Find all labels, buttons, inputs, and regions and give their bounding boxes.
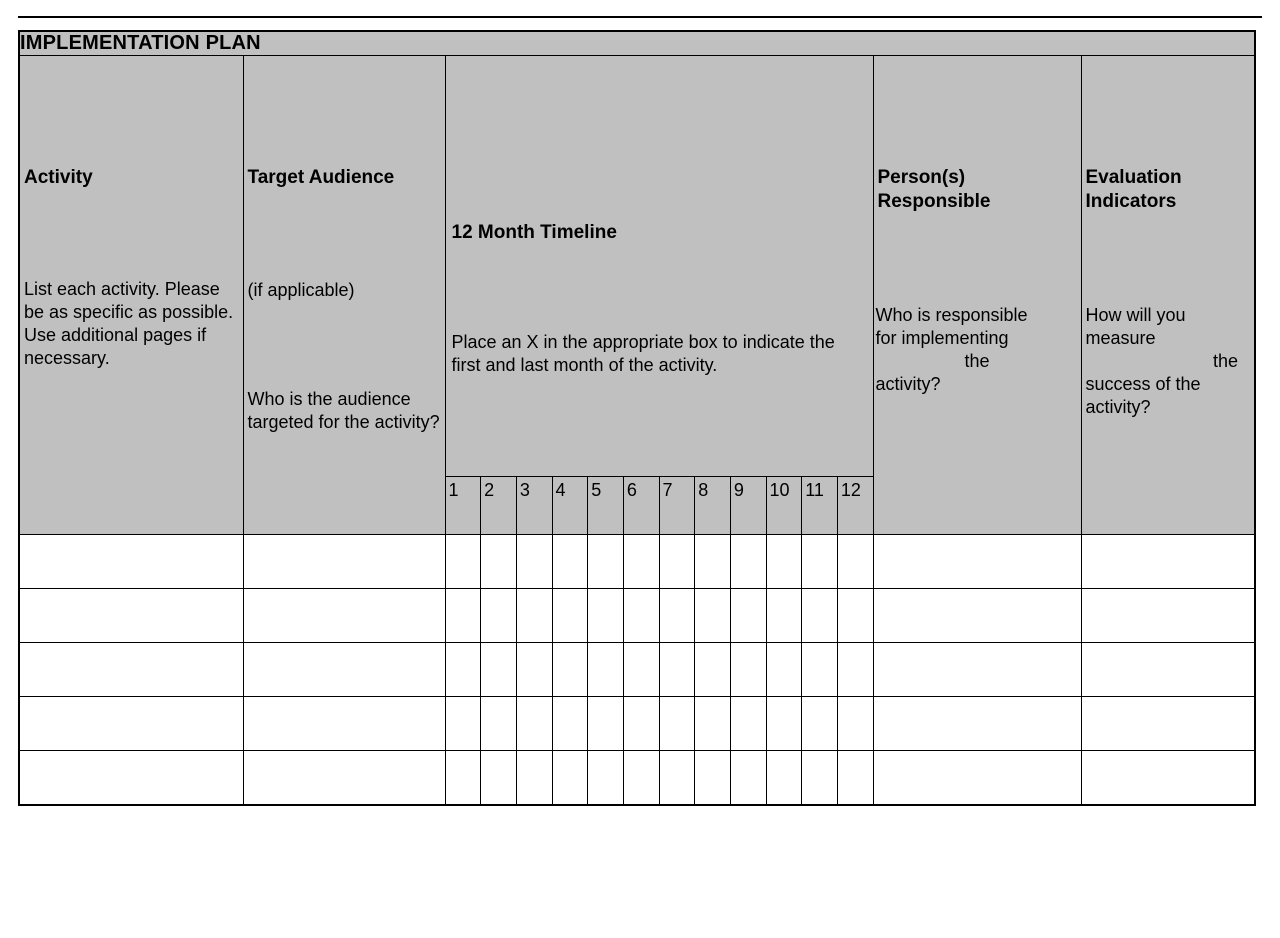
timeline-box-7[interactable] <box>659 751 695 804</box>
cell-target-audience[interactable] <box>243 697 445 751</box>
timeline-box-11[interactable] <box>801 643 837 696</box>
evaluation-indicators-desc-line2: measure <box>1085 328 1156 349</box>
column-header-evaluation-indicators <box>1081 56 1255 535</box>
timeline-box-8[interactable] <box>694 535 730 588</box>
month-header-6: 6 <box>623 476 659 534</box>
table-row <box>19 697 1255 751</box>
timeline-box-7[interactable] <box>659 535 695 588</box>
cell-target-audience[interactable] <box>243 643 445 697</box>
cell-activity[interactable] <box>19 697 243 751</box>
target-audience-heading: Target Audience <box>247 167 395 188</box>
evaluation-indicators-heading-line1: Evaluation <box>1085 167 1182 188</box>
cell-target-audience[interactable] <box>243 751 445 806</box>
timeline-box-8[interactable] <box>694 643 730 696</box>
cell-evaluation-indicators[interactable] <box>1081 535 1255 589</box>
cell-evaluation-indicators[interactable] <box>1081 697 1255 751</box>
timeline-box-9[interactable] <box>730 697 766 750</box>
person-responsible-description <box>876 304 1079 396</box>
evaluation-indicators-description <box>1086 304 1253 419</box>
month-header-12: 12 <box>837 476 873 534</box>
person-responsible-desc-line3: the <box>964 351 990 372</box>
timeline-box-10[interactable] <box>766 535 802 588</box>
timeline-box-10[interactable] <box>766 643 802 696</box>
table-row <box>19 589 1255 643</box>
timeline-box-4[interactable] <box>552 751 588 804</box>
timeline-box-2[interactable] <box>480 589 516 642</box>
timeline-box-12[interactable] <box>837 643 873 696</box>
target-audience-note: (if applicable) <box>247 280 355 300</box>
target-audience-description: Who is the audience targeted for the activity? <box>247 389 440 433</box>
timeline-box-8[interactable] <box>694 751 730 804</box>
implementation-plan-table-wrapper <box>18 30 1254 806</box>
timeline-box-1[interactable] <box>446 697 481 750</box>
timeline-box-12[interactable] <box>837 589 873 642</box>
timeline-box-4[interactable] <box>552 589 588 642</box>
timeline-box-4[interactable] <box>552 535 588 588</box>
timeline-box-11[interactable] <box>801 751 837 804</box>
month-header-9: 9 <box>730 476 766 534</box>
timeline-box-3[interactable] <box>516 589 552 642</box>
timeline-box-4[interactable] <box>552 643 588 696</box>
timeline-box-3[interactable] <box>516 697 552 750</box>
timeline-box-2[interactable] <box>480 535 516 588</box>
table-header-row <box>19 56 1255 535</box>
timeline-box-5[interactable] <box>587 589 623 642</box>
cell-activity[interactable] <box>19 643 243 697</box>
cell-target-audience[interactable] <box>243 589 445 643</box>
timeline-box-11[interactable] <box>801 589 837 642</box>
activity-heading: Activity <box>24 167 93 188</box>
table-title-row <box>19 31 1255 56</box>
timeline-box-4[interactable] <box>552 697 588 750</box>
timeline-box-1[interactable] <box>446 589 481 642</box>
person-responsible-heading <box>878 166 991 214</box>
timeline-box-7[interactable] <box>659 697 695 750</box>
cell-evaluation-indicators[interactable] <box>1081 643 1255 697</box>
column-header-timeline <box>445 56 873 535</box>
month-header-2: 2 <box>480 476 516 534</box>
cell-timeline[interactable] <box>445 697 873 751</box>
month-header-3: 3 <box>516 476 552 534</box>
cell-activity[interactable] <box>19 589 243 643</box>
cell-activity[interactable] <box>19 751 243 806</box>
timeline-box-2[interactable] <box>480 751 516 804</box>
person-responsible-desc-line2: for implementing <box>875 328 1009 349</box>
evaluation-indicators-desc-line3: the <box>1212 351 1239 372</box>
cell-person-responsible[interactable] <box>873 643 1081 697</box>
timeline-box-2[interactable] <box>480 697 516 750</box>
cell-evaluation-indicators[interactable] <box>1081 589 1255 643</box>
timeline-box-6[interactable] <box>623 535 659 588</box>
timeline-box-9[interactable] <box>730 589 766 642</box>
cell-timeline[interactable] <box>445 751 873 806</box>
timeline-box-3[interactable] <box>516 535 552 588</box>
document-title: IMPLEMENTATION PLAN <box>19 31 1255 56</box>
cell-timeline[interactable] <box>445 643 873 697</box>
month-header-8: 8 <box>694 476 730 534</box>
timeline-box-12[interactable] <box>837 697 873 750</box>
implementation-plan-table <box>18 30 1256 806</box>
timeline-box-3[interactable] <box>516 643 552 696</box>
timeline-box-6[interactable] <box>623 751 659 804</box>
cell-target-audience[interactable] <box>243 535 445 589</box>
timeline-heading: 12 Month Timeline <box>451 222 617 243</box>
timeline-box-5[interactable] <box>587 751 623 804</box>
timeline-box-2[interactable] <box>480 643 516 696</box>
timeline-box-7[interactable] <box>659 589 695 642</box>
month-header-5: 5 <box>587 476 623 534</box>
evaluation-indicators-heading <box>1086 166 1182 214</box>
person-responsible-desc-line4: activity? <box>875 374 941 395</box>
person-responsible-heading-line2: Responsible <box>877 190 991 212</box>
timeline-box-1[interactable] <box>446 751 481 804</box>
evaluation-indicators-desc-line5: activity? <box>1085 397 1151 418</box>
timeline-box-8[interactable] <box>694 697 730 750</box>
cell-activity[interactable] <box>19 535 243 589</box>
cell-timeline[interactable] <box>445 589 873 643</box>
top-horizontal-rule <box>18 16 1262 18</box>
timeline-box-9[interactable] <box>730 643 766 696</box>
timeline-box-6[interactable] <box>623 643 659 696</box>
timeline-box-9[interactable] <box>730 535 766 588</box>
timeline-box-10[interactable] <box>766 751 802 804</box>
column-header-target-audience <box>243 56 445 535</box>
timeline-box-11[interactable] <box>801 535 837 588</box>
timeline-box-5[interactable] <box>587 535 623 588</box>
timeline-box-1[interactable] <box>446 643 481 696</box>
cell-person-responsible[interactable] <box>873 751 1081 806</box>
timeline-box-7[interactable] <box>659 643 695 696</box>
month-header-4: 4 <box>552 476 588 534</box>
person-responsible-desc-line1: Who is responsible <box>875 305 1028 325</box>
table-row <box>19 751 1255 806</box>
month-header-7: 7 <box>659 476 695 534</box>
person-responsible-heading-line1: Person(s) <box>877 167 966 188</box>
month-header-strip <box>446 476 873 534</box>
timeline-box-6[interactable] <box>623 589 659 642</box>
cell-person-responsible[interactable] <box>873 697 1081 751</box>
timeline-box-3[interactable] <box>516 751 552 804</box>
month-header-1: 1 <box>446 476 481 534</box>
cell-evaluation-indicators[interactable] <box>1081 751 1255 806</box>
timeline-box-5[interactable] <box>587 643 623 696</box>
timeline-box-6[interactable] <box>623 697 659 750</box>
column-header-activity <box>19 56 243 535</box>
evaluation-indicators-desc-line1: How will you <box>1085 305 1186 325</box>
timeline-box-10[interactable] <box>766 697 802 750</box>
timeline-box-11[interactable] <box>801 697 837 750</box>
activity-description: List each activity. Please be as specific as possible. Use additional pages if necessary. <box>24 279 234 369</box>
evaluation-indicators-heading-line2: Indicators <box>1085 190 1177 212</box>
timeline-description: Place an X in the appropriate box to indicate the first and last month of the activity. <box>451 332 835 376</box>
column-header-person-responsible <box>873 56 1081 535</box>
cell-person-responsible[interactable] <box>873 589 1081 643</box>
month-header-11: 11 <box>801 476 837 534</box>
timeline-box-12[interactable] <box>837 751 873 804</box>
timeline-box-5[interactable] <box>587 697 623 750</box>
timeline-box-8[interactable] <box>694 589 730 642</box>
timeline-box-12[interactable] <box>837 535 873 588</box>
cell-timeline[interactable] <box>445 535 873 589</box>
month-header-10: 10 <box>766 476 802 534</box>
timeline-box-1[interactable] <box>446 535 481 588</box>
evaluation-indicators-desc-line4: success of the <box>1085 374 1201 395</box>
table-row <box>19 643 1255 697</box>
table-row <box>19 535 1255 589</box>
cell-person-responsible[interactable] <box>873 535 1081 589</box>
timeline-box-9[interactable] <box>730 751 766 804</box>
timeline-box-10[interactable] <box>766 589 802 642</box>
